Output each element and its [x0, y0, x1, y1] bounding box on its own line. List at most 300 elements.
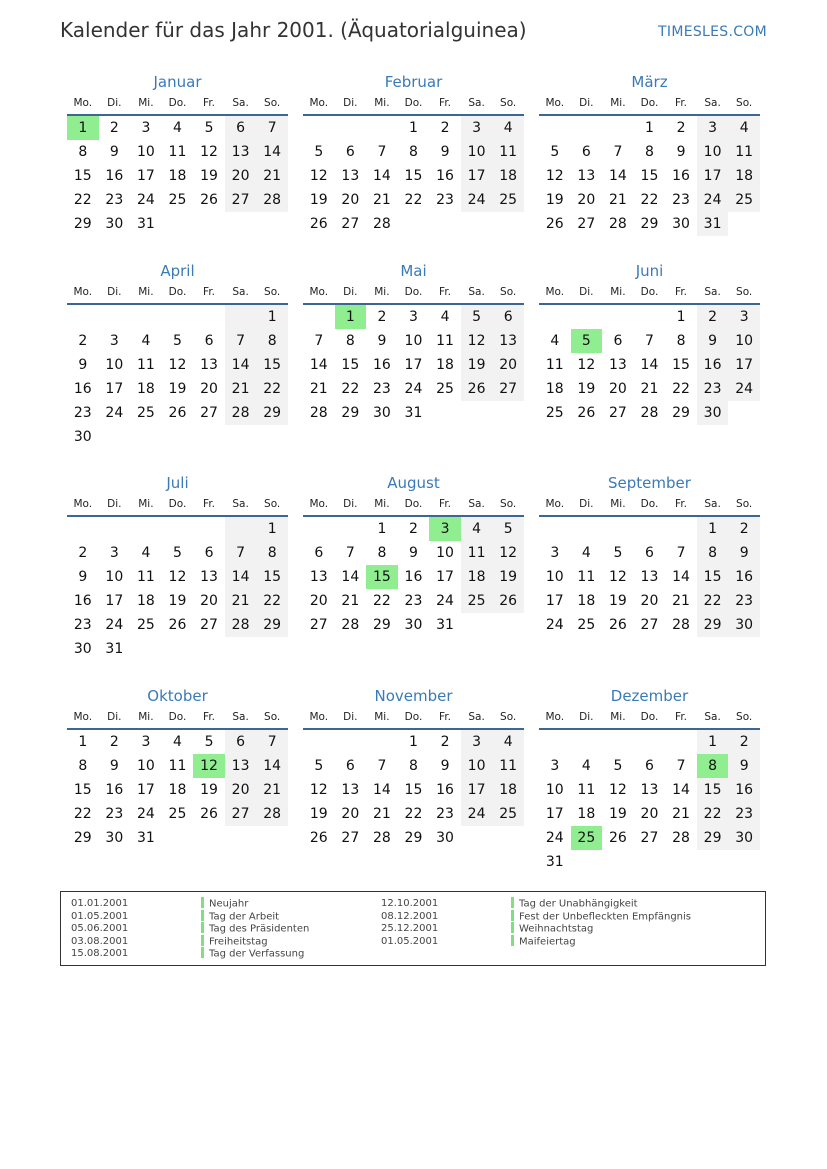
day-cell: 2: [676, 120, 686, 136]
day-cell: 28: [225, 401, 257, 425]
day-cell: 7: [225, 541, 257, 565]
legend-holiday-name: [201, 911, 309, 924]
empty-day-cell: [225, 637, 257, 661]
day-cell: 1: [335, 305, 367, 329]
weekday-label: So.: [736, 498, 753, 510]
month-name: April: [160, 262, 195, 280]
empty-day-cell: [256, 212, 288, 236]
weekday-label: Fr.: [439, 97, 452, 109]
day-cell: 22: [372, 593, 391, 609]
month-12: [539, 686, 760, 874]
empty-day-cell: [728, 401, 760, 425]
holiday-marker-bar: [511, 897, 514, 908]
day-cell: 12: [168, 569, 187, 585]
weekday-label: Fr.: [203, 498, 216, 510]
legend-right-dates: [381, 898, 438, 948]
weekday-header: [303, 281, 524, 305]
day-grid: [539, 305, 760, 425]
empty-day-cell: [461, 613, 493, 637]
day-cell: 23: [728, 589, 760, 613]
weekday-label: Mi.: [610, 498, 626, 510]
weekday-label: Mo.: [545, 711, 565, 723]
month-7: [67, 473, 288, 661]
legend-date: 08.12.2001: [381, 910, 439, 922]
day-cell: 14: [341, 569, 360, 585]
empty-day-cell: [193, 305, 225, 329]
empty-day-cell: [193, 425, 225, 449]
day-cell: 1: [377, 521, 387, 537]
weekday-label: So.: [736, 711, 753, 723]
day-cell: 23: [105, 192, 124, 208]
day-cell: 9: [109, 144, 119, 160]
day-cell: 27: [640, 830, 659, 846]
day-cell: 25: [436, 381, 454, 397]
day-cell: 7: [676, 545, 686, 561]
legend-holiday-name: [511, 911, 691, 924]
empty-day-cell: [665, 730, 697, 754]
day-cell: 7: [613, 144, 623, 160]
day-cell: 25: [168, 806, 187, 822]
day-cell: 15: [697, 778, 729, 802]
empty-day-cell: [602, 116, 634, 140]
day-cell: 11: [136, 357, 155, 373]
day-cell: 29: [73, 216, 92, 232]
day-cell: 21: [256, 778, 288, 802]
month-name: September: [608, 474, 691, 492]
legend-holiday-label: Tag der Unabhängigkeit: [519, 898, 638, 910]
day-cell: 8: [697, 754, 729, 778]
day-cell: 19: [168, 381, 187, 397]
legend-holiday-name: [201, 936, 309, 949]
day-cell: 15: [256, 353, 288, 377]
day-cell: 3: [461, 116, 493, 140]
day-cell: 6: [314, 545, 324, 561]
weekday-label: Mi.: [610, 97, 626, 109]
weekday-label: Mi.: [138, 286, 154, 298]
day-cell: 17: [436, 569, 454, 585]
day-cell: 15: [341, 357, 360, 373]
weekday-label: Mi.: [138, 97, 154, 109]
day-cell: 26: [309, 830, 328, 846]
day-cell: 18: [436, 357, 454, 373]
day-cell: 18: [136, 593, 155, 609]
day-cell: 24: [105, 405, 124, 421]
day-cell: 17: [404, 357, 423, 373]
legend-date: 15.08.2001: [71, 948, 129, 959]
weekday-label: So.: [500, 286, 517, 298]
day-cell: 5: [492, 517, 524, 541]
legend-holiday-label: Weihnachtstag: [519, 923, 594, 935]
day-cell: 8: [676, 333, 686, 349]
day-cell: 26: [545, 216, 564, 232]
legend-holiday-name: [201, 948, 309, 961]
day-cell: 23: [372, 381, 391, 397]
weekday-label: Sa.: [468, 711, 485, 723]
empty-day-cell: [99, 517, 131, 541]
day-cell: 3: [550, 545, 560, 561]
day-cell: 14: [225, 565, 257, 589]
empty-day-cell: [539, 305, 571, 329]
day-cell: 1: [676, 309, 686, 325]
day-cell: 5: [314, 144, 324, 160]
weekday-label: Fr.: [439, 498, 452, 510]
day-cell: 27: [492, 377, 524, 401]
empty-day-cell: [225, 305, 257, 329]
day-cell: 10: [545, 782, 564, 798]
legend-holiday-label: Neujahr: [209, 898, 249, 910]
empty-day-cell: [303, 730, 335, 754]
day-cell: 20: [225, 778, 257, 802]
day-cell: 9: [676, 144, 686, 160]
weekday-label: Mo.: [545, 498, 565, 510]
day-cell: 19: [200, 782, 218, 798]
empty-day-cell: [539, 730, 571, 754]
day-cell: 11: [728, 140, 760, 164]
day-cell: 14: [672, 569, 690, 585]
day-cell: 21: [608, 192, 627, 208]
day-cell: 28: [640, 405, 659, 421]
weekday-label: Sa.: [468, 286, 485, 298]
day-cell: 2: [109, 120, 119, 136]
empty-day-cell: [492, 401, 524, 425]
weekday-label: Fr.: [675, 97, 688, 109]
legend-left-names: [201, 898, 309, 961]
day-cell: 10: [136, 144, 155, 160]
weekday-label: Do.: [640, 498, 659, 510]
day-cell: 29: [404, 830, 423, 846]
weekday-header: [67, 281, 288, 305]
weekday-label: Di.: [343, 286, 358, 298]
month-8: [303, 473, 524, 637]
day-cell: 11: [436, 333, 454, 349]
empty-day-cell: [162, 517, 194, 541]
legend-holiday-label: Tag der Arbeit: [209, 911, 280, 922]
month-4: [67, 261, 288, 449]
weekday-header: [303, 706, 524, 730]
day-cell: 5: [571, 329, 603, 353]
day-cell: 18: [492, 164, 524, 188]
day-cell: 3: [141, 120, 151, 136]
day-cell: 4: [492, 116, 524, 140]
empty-day-cell: [665, 850, 697, 874]
day-cell: 2: [728, 730, 760, 754]
day-cell: 24: [545, 617, 564, 633]
day-cell: 28: [256, 188, 288, 212]
day-cell: 24: [697, 188, 729, 212]
day-cell: 20: [640, 806, 659, 822]
day-cell: 6: [225, 730, 257, 754]
day-cell: 16: [436, 168, 454, 184]
weekday-label: Sa.: [232, 498, 249, 510]
day-cell: 21: [225, 377, 257, 401]
day-cell: 21: [309, 381, 328, 397]
day-cell: 13: [200, 569, 218, 585]
empty-day-cell: [602, 517, 634, 541]
day-cell: 25: [492, 802, 524, 826]
day-cell: 5: [550, 144, 560, 160]
day-cell: 10: [461, 754, 493, 778]
day-cell: 18: [545, 381, 564, 397]
day-cell: 18: [461, 565, 493, 589]
weekday-header: [67, 92, 288, 116]
empty-day-cell: [130, 517, 162, 541]
month-name: Oktober: [147, 687, 208, 705]
day-cell: 11: [577, 782, 596, 798]
weekday-label: Mi.: [374, 286, 390, 298]
day-cell: 19: [608, 593, 627, 609]
empty-day-cell: [492, 613, 524, 637]
day-cell: 18: [136, 381, 155, 397]
day-cell: 17: [105, 593, 124, 609]
empty-day-cell: [728, 850, 760, 874]
day-cell: 22: [697, 802, 729, 826]
day-cell: 3: [141, 734, 151, 750]
empty-day-cell: [193, 637, 225, 661]
day-grid: [303, 116, 524, 236]
empty-day-cell: [366, 116, 398, 140]
empty-day-cell: [461, 212, 493, 236]
day-cell: 4: [173, 734, 182, 750]
day-cell: 1: [697, 730, 729, 754]
day-cell: 12: [309, 168, 328, 184]
day-cell: 5: [613, 758, 623, 774]
holiday-marker-bar: [201, 922, 204, 933]
empty-day-cell: [571, 850, 603, 874]
empty-day-cell: [67, 517, 99, 541]
weekday-label: Do.: [168, 97, 187, 109]
day-cell: 7: [676, 758, 686, 774]
day-cell: 30: [436, 830, 454, 846]
day-cell: 30: [73, 641, 92, 657]
day-cell: 16: [672, 168, 690, 184]
day-cell: 23: [436, 192, 454, 208]
day-cell: 29: [256, 401, 288, 425]
empty-day-cell: [162, 305, 194, 329]
day-cell: 10: [105, 569, 124, 585]
month-name: August: [387, 474, 440, 492]
day-cell: 25: [577, 617, 596, 633]
day-cell: 5: [314, 758, 324, 774]
day-cell: 3: [550, 758, 560, 774]
day-cell: 18: [168, 168, 187, 184]
day-cell: 6: [345, 758, 355, 774]
day-grid: [303, 517, 524, 637]
day-cell: 18: [577, 593, 596, 609]
day-cell: 20: [200, 381, 218, 397]
empty-day-cell: [492, 826, 524, 850]
weekday-label: Do.: [640, 97, 659, 109]
day-cell: 20: [608, 381, 627, 397]
empty-day-cell: [571, 517, 603, 541]
day-cell: 1: [78, 734, 88, 750]
legend-holiday-name: [201, 898, 309, 911]
day-cell: 2: [440, 734, 450, 750]
weekday-label: So.: [736, 97, 753, 109]
day-cell: 31: [697, 212, 729, 236]
day-grid: [539, 517, 760, 637]
day-cell: 9: [697, 329, 729, 353]
weekday-label: Di.: [343, 97, 358, 109]
day-cell: 17: [105, 381, 124, 397]
day-cell: 27: [200, 405, 218, 421]
day-cell: 24: [461, 802, 493, 826]
day-cell: 12: [168, 357, 187, 373]
day-cell: 2: [440, 120, 450, 136]
day-cell: 19: [168, 593, 187, 609]
empty-day-cell: [634, 850, 666, 874]
legend-holiday-label: Tag der Verfassung: [209, 948, 305, 960]
day-cell: 10: [545, 569, 564, 585]
day-cell: 28: [341, 617, 360, 633]
day-cell: 25: [728, 188, 760, 212]
day-cell: 30: [73, 429, 92, 445]
day-cell: 9: [377, 333, 387, 349]
day-cell: 6: [581, 144, 591, 160]
day-cell: 19: [309, 806, 328, 822]
day-cell: 1: [256, 517, 288, 541]
weekday-label: Sa.: [232, 97, 249, 109]
day-cell: 23: [728, 802, 760, 826]
day-cell: 23: [697, 377, 729, 401]
empty-day-cell: [225, 425, 257, 449]
day-cell: 9: [728, 754, 760, 778]
weekday-label: Mi.: [138, 498, 154, 510]
day-cell: 3: [409, 309, 418, 325]
empty-day-cell: [225, 212, 257, 236]
day-cell: 22: [73, 192, 92, 208]
month-9: [539, 473, 760, 637]
day-cell: 2: [377, 309, 387, 325]
weekday-label: Di.: [107, 711, 122, 723]
day-cell: 14: [309, 357, 328, 373]
day-cell: 8: [409, 144, 418, 160]
day-cell: 26: [577, 405, 596, 421]
day-cell: 18: [492, 778, 524, 802]
day-cell: 12: [608, 569, 627, 585]
day-cell: 22: [73, 806, 92, 822]
brand-logo-text[interactable]: TIMESLES.COM: [658, 24, 767, 40]
day-cell: 2: [409, 521, 418, 537]
holiday-marker-bar: [511, 922, 514, 933]
empty-day-cell: [602, 730, 634, 754]
weekday-label: Di.: [579, 286, 594, 298]
empty-day-cell: [429, 212, 461, 236]
day-cell: 16: [105, 782, 124, 798]
day-cell: 27: [608, 405, 627, 421]
day-cell: 29: [697, 613, 729, 637]
day-cell: 23: [73, 405, 92, 421]
weekday-header: [303, 92, 524, 116]
day-cell: 4: [581, 545, 591, 561]
day-cell: 27: [225, 802, 257, 826]
empty-day-cell: [461, 401, 493, 425]
day-cell: 1: [409, 120, 418, 136]
day-cell: 10: [436, 545, 454, 561]
holiday-marker-bar: [511, 935, 514, 946]
day-cell: 23: [105, 806, 124, 822]
day-cell: 24: [136, 192, 155, 208]
empty-day-cell: [162, 212, 194, 236]
day-cell: 3: [461, 730, 493, 754]
day-cell: 27: [225, 188, 257, 212]
day-cell: 22: [404, 192, 423, 208]
day-cell: 22: [256, 377, 288, 401]
day-cell: 26: [200, 192, 218, 208]
weekday-label: Do.: [640, 286, 659, 298]
empty-day-cell: [162, 637, 194, 661]
month-name: März: [631, 73, 668, 91]
day-cell: 21: [640, 381, 659, 397]
day-cell: 16: [372, 357, 391, 373]
day-cell: 15: [73, 168, 92, 184]
holiday-marker-bar: [201, 935, 204, 946]
day-cell: 29: [341, 405, 360, 421]
day-cell: 3: [109, 545, 119, 561]
day-cell: 6: [613, 333, 623, 349]
day-cell: 25: [492, 188, 524, 212]
day-cell: 24: [404, 381, 423, 397]
day-cell: 10: [461, 140, 493, 164]
day-cell: 31: [105, 641, 124, 657]
weekday-label: Fr.: [675, 498, 688, 510]
empty-day-cell: [303, 517, 335, 541]
weekday-header: [539, 281, 760, 305]
day-cell: 1: [256, 305, 288, 329]
day-cell: 16: [404, 569, 423, 585]
empty-day-cell: [193, 212, 225, 236]
day-cell: 1: [409, 734, 418, 750]
day-cell: 13: [341, 168, 360, 184]
day-cell: 13: [577, 168, 596, 184]
legend-holiday-label: Maifeiertag: [519, 936, 576, 947]
legend-holiday-label: Tag des Präsidenten: [209, 923, 310, 935]
holiday-marker-bar: [201, 947, 204, 958]
day-cell: 31: [136, 216, 155, 232]
day-cell: 25: [136, 617, 155, 633]
weekday-label: Mo.: [73, 97, 93, 109]
empty-day-cell: [162, 425, 194, 449]
empty-day-cell: [303, 116, 335, 140]
empty-day-cell: [634, 305, 666, 329]
day-cell: 15: [640, 168, 659, 184]
day-cell: 22: [697, 589, 729, 613]
day-cell: 6: [225, 116, 257, 140]
day-cell: 11: [136, 569, 155, 585]
month-3: [539, 72, 760, 236]
day-cell: 26: [492, 589, 524, 613]
weekday-label: Mo.: [309, 286, 329, 298]
day-cell: 4: [141, 333, 151, 349]
day-cell: 16: [728, 565, 760, 589]
day-cell: 19: [545, 192, 564, 208]
day-cell: 21: [672, 593, 690, 609]
day-cell: 11: [168, 144, 187, 160]
legend-holiday-label: Freiheitstag: [209, 936, 268, 947]
day-cell: 29: [256, 613, 288, 637]
day-cell: 26: [461, 377, 493, 401]
legend-date: 03.08.2001: [71, 935, 129, 947]
empty-day-cell: [256, 826, 288, 850]
weekday-label: So.: [500, 711, 517, 723]
day-cell: 12: [200, 144, 218, 160]
day-cell: 2: [697, 305, 729, 329]
weekday-label: Do.: [168, 711, 187, 723]
day-cell: 29: [73, 830, 92, 846]
weekday-label: Fr.: [675, 711, 688, 723]
day-cell: 12: [608, 782, 627, 798]
legend-date: 12.10.2001: [381, 898, 439, 909]
weekday-label: Mo.: [73, 498, 93, 510]
